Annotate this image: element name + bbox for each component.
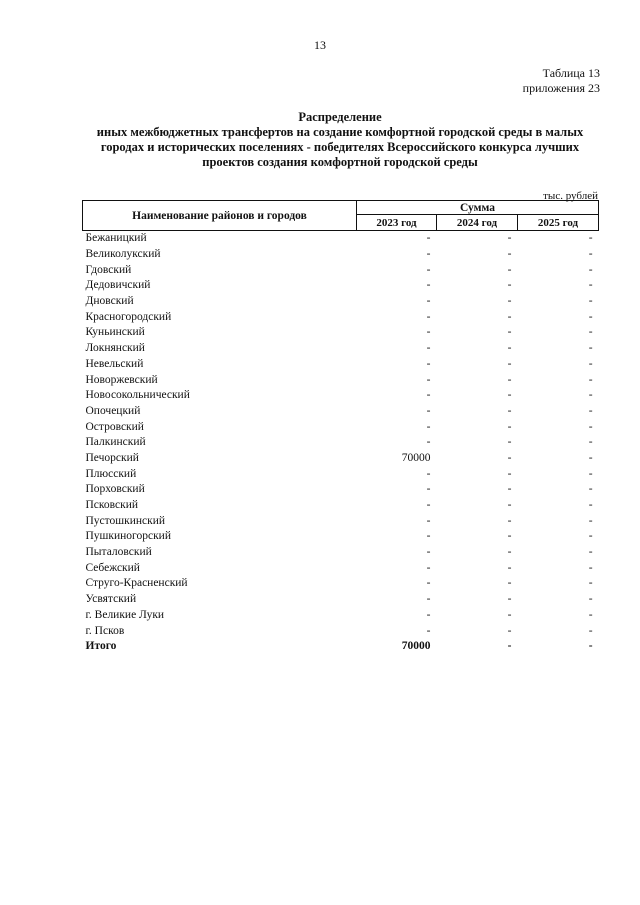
value-2024: - — [507, 310, 512, 323]
table-ref-line1: Таблица 13 — [542, 66, 600, 80]
table-row — [83, 451, 599, 467]
value-2025: - — [588, 483, 593, 496]
value-2025: - — [588, 436, 593, 449]
value-2023: - — [426, 561, 431, 574]
value-2023: - — [426, 514, 431, 527]
row-name: Красногородский — [85, 310, 172, 323]
value-2023: - — [426, 467, 431, 480]
value-2023: 70000 — [401, 640, 431, 653]
value-2023: - — [426, 404, 431, 417]
value-2024: - — [507, 389, 512, 402]
value-2023: - — [426, 546, 431, 559]
value-2025: - — [588, 310, 593, 323]
value-2024: - — [507, 483, 512, 496]
table-ref-line2: приложения 23 — [522, 81, 600, 95]
value-2024: - — [507, 295, 512, 308]
value-2024: - — [507, 248, 512, 261]
value-2025: - — [588, 467, 593, 480]
table-reference — [523, 66, 600, 96]
value-2024: - — [507, 263, 512, 276]
value-2023: - — [426, 263, 431, 276]
row-name: Бежаницкий — [85, 232, 147, 245]
value-2025: - — [588, 389, 593, 402]
page-number: 13 — [314, 38, 326, 52]
value-2025: - — [588, 577, 593, 590]
row-name: Печорский — [85, 451, 139, 464]
value-2025: - — [588, 263, 593, 276]
value-2024: - — [507, 530, 512, 543]
table-row — [83, 294, 599, 310]
value-2024: - — [507, 577, 512, 590]
unit-label: тыс. рублей — [543, 190, 598, 202]
document-title — [60, 110, 620, 170]
value-2024: - — [507, 514, 512, 527]
value-2023: - — [426, 310, 431, 323]
table-row — [83, 357, 599, 373]
table-row — [83, 529, 599, 545]
table-row — [83, 576, 599, 592]
table-row — [83, 623, 599, 639]
table-row — [83, 498, 599, 514]
table-row — [83, 419, 599, 435]
row-name: Пустошкинский — [85, 514, 166, 527]
value-2025: - — [588, 342, 593, 355]
value-2023: 70000 — [401, 451, 431, 464]
value-2025: - — [588, 514, 593, 527]
value-2024: - — [507, 436, 512, 449]
row-name: Локнянский — [85, 342, 145, 355]
value-2025: - — [588, 295, 593, 308]
value-2025: - — [588, 248, 593, 261]
value-2024: - — [507, 640, 512, 653]
row-name: Палкинский — [85, 436, 146, 449]
row-name: Островский — [85, 420, 144, 433]
value-2025: - — [588, 530, 593, 543]
table-row — [83, 466, 599, 482]
value-2025: - — [588, 357, 593, 370]
row-name: Великолукский — [85, 248, 161, 261]
value-2025: - — [588, 608, 593, 621]
value-2024: - — [507, 561, 512, 574]
row-name: Струго-Красненский — [85, 577, 188, 590]
row-name: Новоржевский — [85, 373, 158, 386]
table-row — [83, 341, 599, 357]
header-sum: Сумма — [357, 201, 599, 215]
row-name: Итого — [85, 640, 117, 653]
value-2025: - — [588, 420, 593, 433]
row-name: Пыталовский — [85, 546, 152, 559]
row-name: Новосокольнический — [85, 389, 190, 402]
value-2024: - — [507, 404, 512, 417]
row-name: Гдовский — [85, 263, 132, 276]
value-2025: - — [588, 561, 593, 574]
value-2024: - — [507, 342, 512, 355]
value-2024: - — [507, 279, 512, 292]
value-2025: - — [588, 373, 593, 386]
row-name: Пушкиногорский — [85, 530, 171, 543]
row-name: Невельский — [85, 357, 144, 370]
value-2024: - — [507, 593, 512, 606]
value-2025: - — [588, 232, 593, 245]
row-name: Дновский — [85, 295, 134, 308]
title-line2: иных межбюджетных трансфертов на создание комфортной городской среды в малых — [96, 125, 584, 139]
value-2025: - — [588, 546, 593, 559]
value-2025: - — [588, 326, 593, 339]
value-2023: - — [426, 295, 431, 308]
total-row — [83, 639, 599, 655]
value-2024: - — [507, 499, 512, 512]
value-2023: - — [426, 436, 431, 449]
value-2023: - — [426, 499, 431, 512]
value-2025: - — [588, 404, 593, 417]
value-2025: - — [588, 640, 593, 653]
table-row — [83, 278, 599, 294]
row-name: Себежский — [85, 561, 140, 574]
value-2023: - — [426, 357, 431, 370]
row-name: Куньинский — [85, 326, 145, 339]
header-name: Наименование районов и городов — [83, 201, 357, 231]
value-2024: - — [507, 608, 512, 621]
value-2024: - — [507, 546, 512, 559]
value-2025: - — [588, 279, 593, 292]
row-name: Опочецкий — [85, 404, 141, 417]
value-2024: - — [507, 326, 512, 339]
table-row — [83, 560, 599, 576]
value-2024: - — [507, 624, 512, 637]
table-row — [83, 435, 599, 451]
distribution-table — [82, 200, 599, 655]
table-body — [83, 231, 599, 655]
value-2023: - — [426, 373, 431, 386]
value-2023: - — [426, 593, 431, 606]
value-2023: - — [426, 248, 431, 261]
header-year-2023: 2023 год — [357, 215, 437, 231]
row-name: Плюсский — [85, 467, 137, 480]
value-2023: - — [426, 530, 431, 543]
table-row — [83, 545, 599, 561]
row-name: г. Псков — [85, 624, 125, 637]
title-line3: городах и исторических поселениях - победителях Всероссийского конкурса лучших — [100, 140, 580, 154]
value-2025: - — [588, 499, 593, 512]
value-2024: - — [507, 232, 512, 245]
table-row — [83, 309, 599, 325]
value-2024: - — [507, 373, 512, 386]
table-row — [83, 404, 599, 420]
row-name: Порховский — [85, 483, 145, 496]
table-row — [83, 482, 599, 498]
row-name: Усвятский — [85, 593, 137, 606]
row-name: г. Великие Луки — [85, 608, 165, 621]
value-2024: - — [507, 467, 512, 480]
table-row — [83, 231, 599, 247]
table-row — [83, 608, 599, 624]
value-2023: - — [426, 483, 431, 496]
title-line1: Распределение — [298, 110, 382, 124]
value-2023: - — [426, 624, 431, 637]
value-2023: - — [426, 608, 431, 621]
value-2023: - — [426, 389, 431, 402]
value-2023: - — [426, 420, 431, 433]
header-year-2025: 2025 год — [518, 215, 599, 231]
header-year-2024: 2024 год — [437, 215, 518, 231]
table-row — [83, 513, 599, 529]
value-2023: - — [426, 279, 431, 292]
title-line4: проектов создания комфортной городской среды — [202, 155, 478, 169]
value-2025: - — [588, 624, 593, 637]
value-2023: - — [426, 326, 431, 339]
value-2023: - — [426, 342, 431, 355]
table-row — [83, 262, 599, 278]
table-row — [83, 592, 599, 608]
value-2023: - — [426, 577, 431, 590]
table-row — [83, 325, 599, 341]
value-2023: - — [426, 232, 431, 245]
row-name: Дедовичский — [85, 279, 151, 292]
table-row — [83, 247, 599, 263]
value-2024: - — [507, 357, 512, 370]
table-row — [83, 372, 599, 388]
table-row — [83, 388, 599, 404]
row-name: Псковский — [85, 499, 139, 512]
value-2024: - — [507, 420, 512, 433]
value-2025: - — [588, 593, 593, 606]
value-2025: - — [588, 451, 593, 464]
value-2024: - — [507, 451, 512, 464]
